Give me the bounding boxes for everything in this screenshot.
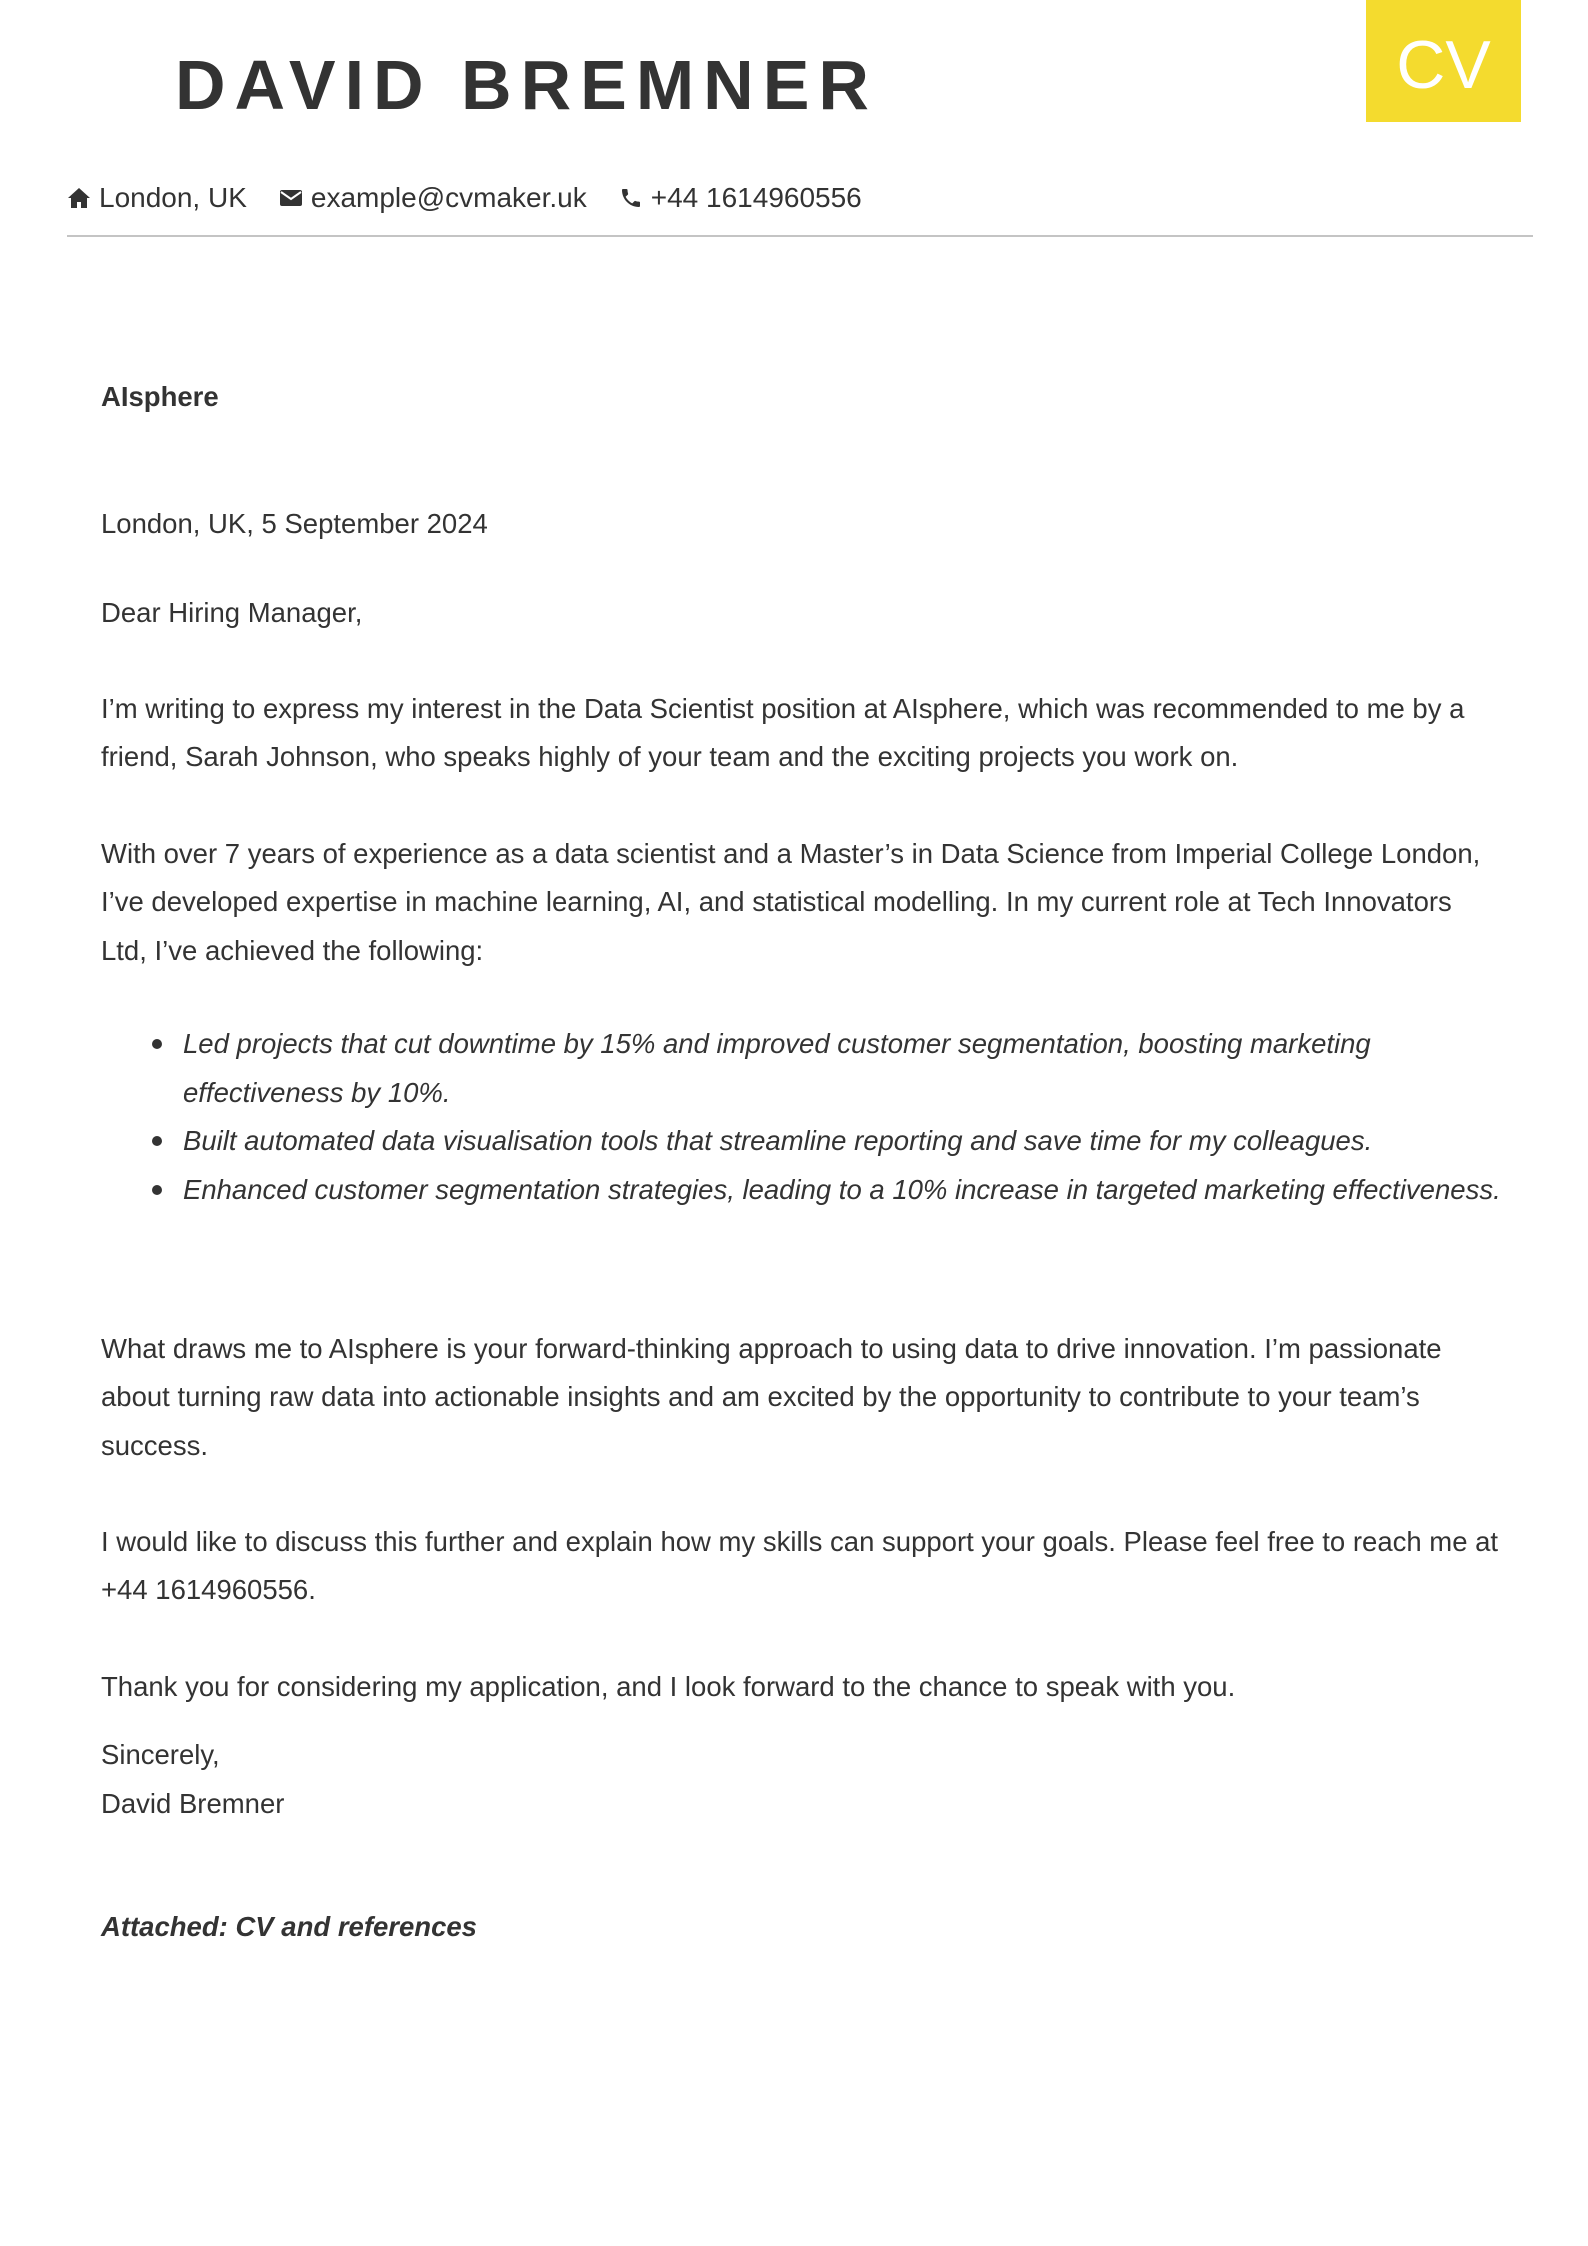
header-divider [67,235,1533,237]
envelope-icon [279,189,303,207]
contact-phone[interactable] [619,182,862,214]
contact-phone-text[interactable]: +44 1614960556 [650,182,862,213]
paragraph-intro: I’m writing to express my interest in the Data Scientist position at AIsphere, which was recommended to me by a friend, Sarah Johnson, who speaks highly of your team and the exciting projects you work on. [101,692,1465,772]
signature-name: David Bremner [101,1787,285,1819]
signoff [101,1731,1501,1828]
paragraph-experience: With over 7 years of experience as a data scientist and a Master’s in Data Science from Imperial College London, I’ve developed expertise in machine learning, AI, and statistical modelling. In my current role at Tech Innovators Ltd, I’ve achieved the following: [101,837,1481,966]
contact-info [67,182,894,214]
achievements-list [101,1020,1501,1214]
applicant-name: DAVID BREMNER [175,46,878,124]
recipient-company: AIsphere [101,380,219,412]
phone-icon [619,186,643,210]
paragraph-motivation: What draws me to AIsphere is your forward-thinking approach to using data to drive innovation. I’m passionate about turning raw data into actionable insights and am excited by the opportunity to contribute to your team’s success. [101,1332,1442,1461]
list-item: Built automated data visualisation tools that streamline reporting and save time for my colleagues. [183,1117,1501,1166]
contact-location [67,182,247,214]
greeting: Dear Hiring Manager, [101,596,363,628]
contact-email[interactable] [279,182,587,214]
contact-location-text: London, UK [99,182,247,213]
contact-email-text[interactable]: example@cvmaker.uk [310,182,587,213]
list-item: Enhanced customer segmentation strategies, leading to a 10% increase in targeted marketing effectiveness. [183,1166,1501,1215]
list-item: Led projects that cut downtime by 15% and improved customer segmentation, boosting marketing effectiveness by 10%. [183,1020,1501,1117]
attachment-note: Attached: CV and references [101,1910,477,1942]
closing: Sincerely, [101,1739,220,1770]
cv-badge-label: CV [1396,27,1491,103]
paragraph-thanks: Thank you for considering my application, and I look forward to the chance to speak with you. [101,1670,1236,1702]
home-icon [67,187,91,209]
date-line: London, UK, 5 September 2024 [101,507,488,539]
paragraph-contact: I would like to discuss this further and explain how my skills can support your goals. Please feel free to reach me at +44 1614960556. [101,1525,1499,1605]
cv-badge [1366,0,1521,122]
